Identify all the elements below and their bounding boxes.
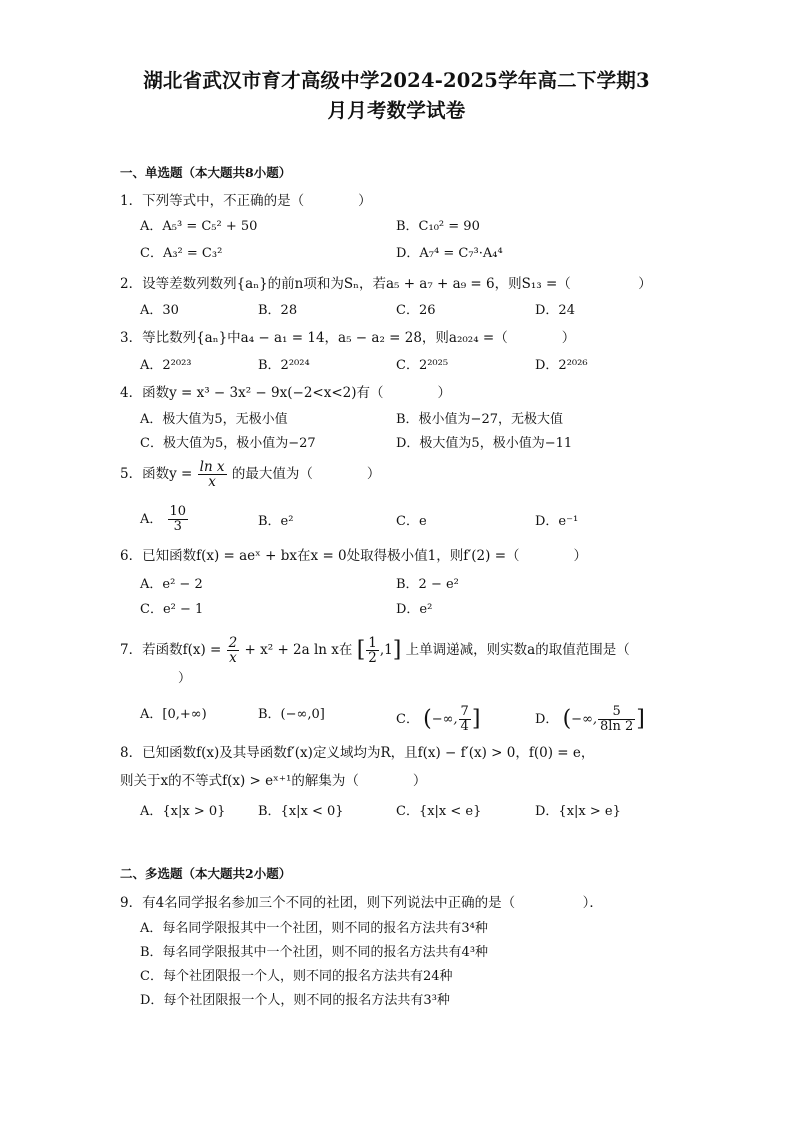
question-7-option-d-prefix: −∞, <box>571 712 598 727</box>
question-7-stem <box>120 636 630 665</box>
section-heading-multiple-choice: 二、多选题（本大题共2小题） <box>120 866 292 881</box>
question-7-option-c <box>396 705 480 734</box>
question-5-option-c: C．e <box>396 514 427 529</box>
question-5-option-a-label: A． <box>140 512 163 527</box>
question-5-option-a <box>140 505 189 534</box>
question-7-fraction <box>227 636 240 665</box>
question-7-option-b: B．(−∞,0] <box>258 707 325 722</box>
question-5-fraction <box>198 460 227 489</box>
exam-title <box>100 66 693 126</box>
question-7-option-c-numerator: 7 <box>460 704 469 719</box>
question-2-option-a: A．30 <box>140 303 179 318</box>
question-8-stem: 8．已知函数f(x)及其导函数f′(x)定义域均为R，且f(x) − f′(x) > 0，f(0) = e， <box>120 745 595 761</box>
question-9-option-b: B．每名同学限报其中一个社团，则不同的报名方法共有4³种 <box>140 945 489 960</box>
question-8-option-b: B．{x|x < 0} <box>258 804 344 819</box>
question-7-option-d-left-paren: ( <box>562 706 572 732</box>
question-3-option-b: B．2²⁰²⁴ <box>258 358 310 373</box>
section-heading-single-choice: 一、单选题（本大题共8小题） <box>120 165 292 180</box>
question-2-option-d: D．24 <box>535 303 575 318</box>
question-8-option-c: C．{x|x < e} <box>396 804 482 819</box>
question-7-option-d-right-bracket: ] <box>636 706 645 732</box>
question-3-stem: 3．等比数列{aₙ}中a₄ − a₁ = 14，a₅ − a₂ = 28，则a₂₀₂₄ =（ ） <box>120 330 576 346</box>
question-4-stem: 4．函数y = x³ − 3x² − 9x(−2<x<2)有（ ） <box>120 385 452 401</box>
question-7-option-c-fraction <box>459 705 471 734</box>
question-8-option-a: A．{x|x > 0} <box>140 804 226 819</box>
question-3-option-a: A．2²⁰²³ <box>140 358 192 373</box>
question-6-option-c: C．e² − 1 <box>140 602 204 617</box>
question-2-stem: 2．设等差数列数列{aₙ}的前n项和为Sₙ，若a₅ + a₇ + a₉ = 6，则S₁₃ =（ ） <box>120 276 652 292</box>
question-8-stem-line-2: 则关于x的不等式f(x) > eˣ⁺¹的解集为（ ） <box>120 773 427 789</box>
question-4-option-c: C．极大值为5，极小值为−27 <box>140 436 316 451</box>
question-7-option-d-fraction <box>598 705 635 734</box>
question-5-stem <box>120 460 380 489</box>
question-3-option-c: C．2²⁰²⁵ <box>396 358 449 373</box>
question-7-option-a: A．[0,+∞) <box>140 707 207 722</box>
question-2-option-c: C．26 <box>396 303 436 318</box>
question-7-stem-prefix: 7．若函数f(x) = <box>120 642 222 658</box>
question-6-option-b: B．2 − e² <box>396 577 459 592</box>
question-5-option-a-fraction <box>168 505 189 534</box>
question-5-option-b: B．e² <box>258 514 294 529</box>
question-1-option-c: C．A₃² = C₃² <box>140 246 223 261</box>
question-7-left-bracket: [ <box>356 637 366 663</box>
question-7-stem-line-2: ） <box>178 671 192 686</box>
question-7-stem-suffix: 上单调递减，则实数a的取值范围是（ <box>405 642 630 658</box>
question-6-option-a: A．e² − 2 <box>140 577 203 592</box>
question-7-fraction-denominator: x <box>229 650 237 666</box>
question-9-option-d: D．每个社团限报一个人，则不同的报名方法共有3³种 <box>140 993 450 1008</box>
question-7-option-d-numerator: 5 <box>598 705 635 720</box>
question-5-fraction-numerator: ln x <box>199 459 225 475</box>
question-7-interval-numerator: 1 <box>368 635 377 651</box>
question-6-stem: 6．已知函数f(x) = aeˣ + bx在x = 0处取得极小值1，则f′(2) =（ ） <box>120 548 588 564</box>
question-1-option-b: B．C₁₀² = 90 <box>396 219 480 234</box>
question-7-option-c-label: C． <box>396 712 419 727</box>
question-9-stem: 9．有4名同学报名参加三个不同的社团，则下列说法中正确的是（ ）． <box>120 895 603 911</box>
question-5-option-a-denominator: 3 <box>173 519 182 534</box>
question-7-interval-right: ,1 <box>379 642 393 658</box>
question-7-fraction-numerator: 2 <box>228 635 238 651</box>
question-4-option-b: B．极小值为−27，无极大值 <box>396 412 563 427</box>
question-4-option-a: A．极大值为5，无极小值 <box>140 412 288 427</box>
question-5-stem-suffix: 的最大值为（ ） <box>231 466 381 482</box>
question-5-stem-prefix: 5．函数y = <box>120 466 193 482</box>
question-1-option-a: A．A₅³ = C₅² + 50 <box>140 219 258 234</box>
question-7-option-c-left-paren: ( <box>423 706 432 732</box>
question-7-interval-fraction <box>366 636 379 665</box>
question-5-fraction-denominator: x <box>208 474 216 490</box>
question-7-option-c-right-bracket: ] <box>471 706 481 732</box>
question-9-option-a: A．每名同学限报其中一个社团，则不同的报名方法共有3⁴种 <box>140 921 488 936</box>
question-5-option-a-numerator: 10 <box>169 504 187 519</box>
question-7-option-d-label: D． <box>535 712 559 727</box>
question-3-option-d: D．2²⁰²⁶ <box>535 358 588 373</box>
title-line-1: 湖北省武汉市育才高级中学2024-2025学年高二下学期3 <box>143 69 650 92</box>
question-8-option-d: D．{x|x > e} <box>535 804 621 819</box>
question-6-option-d: D．e² <box>396 602 433 617</box>
question-4-option-d: D．极大值为5，极小值为−11 <box>396 436 573 451</box>
question-7-interval-denominator: 2 <box>368 650 377 666</box>
question-9-option-c: C．每个社团限报一个人，则不同的报名方法共有24种 <box>140 969 453 984</box>
question-2-option-b: B．28 <box>258 303 298 318</box>
question-1-option-d: D．A₇⁴ = C₇³·A₄⁴ <box>396 246 503 261</box>
question-1-stem: 1．下列等式中，不正确的是（ ） <box>120 193 372 209</box>
question-7-option-c-prefix: −∞, <box>431 712 458 727</box>
question-7-option-d-denominator: 8ln 2 <box>600 719 634 734</box>
question-5-option-d: D．e⁻¹ <box>535 514 579 529</box>
question-7-right-bracket: ] <box>392 637 402 663</box>
question-7-stem-middle: + x² + 2a ln x在 <box>244 642 353 658</box>
question-7-option-d <box>535 705 645 734</box>
question-7-option-c-denominator: 4 <box>460 719 469 734</box>
title-line-2: 月月考数学试卷 <box>327 99 466 122</box>
